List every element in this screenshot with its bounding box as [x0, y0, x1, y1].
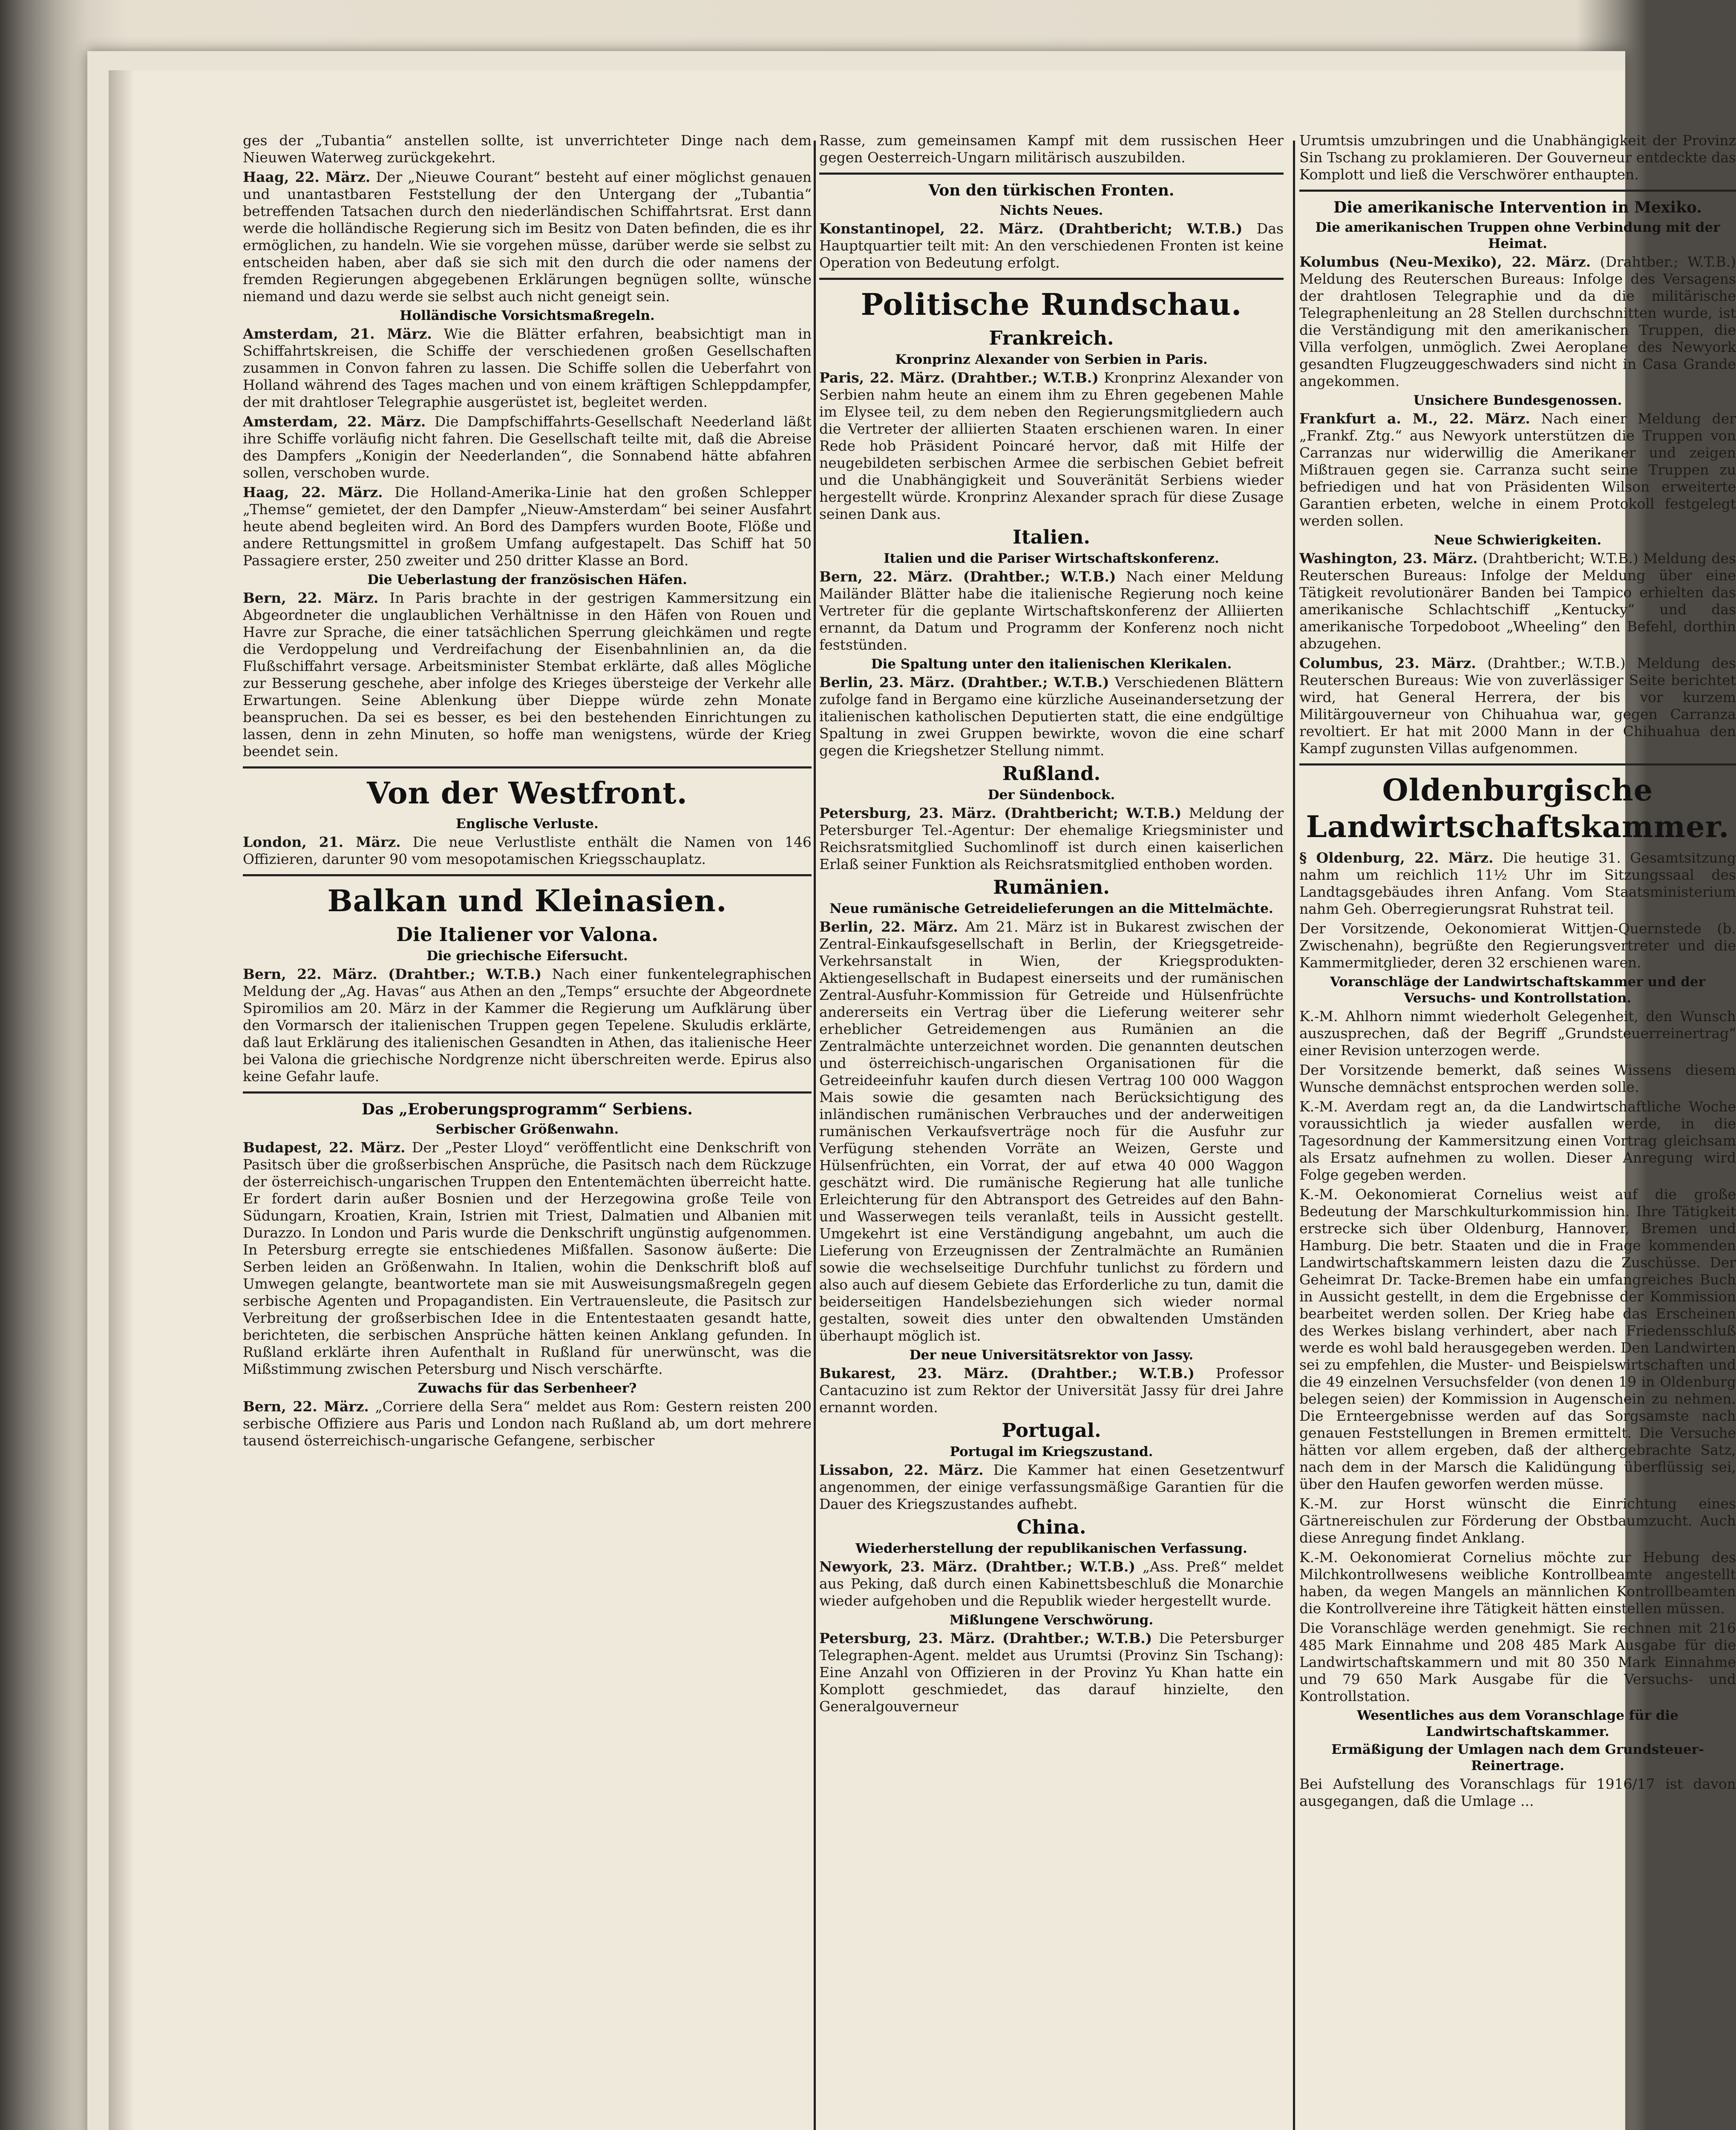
article-paragraph: [1299, 849, 1736, 918]
article-paragraph: [243, 1139, 812, 1378]
block-text: Der „Pester Lloyd“ veröffentlicht eine Denkschrift von Pasitsch über die großserbischen Ansprüche, die Pasitsch nach dem Rückzuge der österreichisch-ungarischen Truppen den Ententemächten überreicht hatte. Er fordert darin außer Bosnien und der Herzegowina große Teile von Südungarn, Kroatien, Krain, Istrien mit Triest, Dalmatien und Albanien mit Durazzo. In London und Paris wurde die Denkschrift ungünstig aufgenommen. In Petersburg erregte sie entschiedenes Mißfallen. Sasonow äußerte: Die Serben leiden an Größenwahn. In Italien, wohin die Denkschrift bloß auf Umwegen gelangte, beantwortete man sie mit Ausweisungsmaßregeln gegen serbische Agenten und Propagandisten. Ein Vertrauensleute, die Pasitsch zur Verbreitung der großserbischen Idee in die Ententestaaten gesandt hatte, berichteten, die serbischen Ansprüche hätten keinen Anklang gefunden. In Rußland erklärte ihren Aufenthalt in Rußland für unerwünscht, was die Mißstimmung zwischen Petersburg und Nisch verschärfte.: [243, 1139, 812, 1377]
article-subheading: [243, 1380, 812, 1396]
block-text: Die Spaltung unter den italienischen Klerikalen.: [871, 656, 1232, 672]
block-text: Am 21. März ist in Bukarest zwischen der Zentral-Einkaufsgesellschaft in Berlin, der Kriegsgetreide-Verkehrsanstalt in Wien, der Kriegsprodukten-Aktiengesellschaft in Budapest einerseits und der rumänischen Zentral-Ausfuhr-Kommission für Getreide und Hülsenfrüchte andererseits ein Vertrag über die Lieferung weiterer sehr erheblicher Getreidemengen aus Rumänien an die Zentralmächte unterzeichnet worden. Die genannten deutschen und österreichisch-ungarischen Organisationen für die Getreideeinfuhr kaufen durch diesen Vertrag 100 000 Waggon Mais sowie die gesamten nach Berücksichtigung des inländischen rumänischen Verbrauches und der anderweitigen rumänischen Verkaufsverträge noch für die Ausfuhr zur Verfügung stehenden Vorräte an Weizen, Gerste und Hülsenfrüchten, ein Vorrat, der auf etwa 40 000 Waggon geschätzt wird. Die rumänische Regierung hat alle tunliche Erleichterung für den Abtransport des Getreides auf den Bahn- und Wasserwegen teils veranlaßt, teils in Aussicht gestellt. Umgekehrt ist eine Verständigung angebahnt, um auch die Lieferung von Erzeugnissen der Zentralmächte an Rumänien sowie die wechselseitige Durchfuhr tunlichst zu fördern und also auch auf diesem Gebiete das Erforderliche zu tun, damit die beiderseitigen Handelsbeziehungen sich wieder normal gestalten, soweit dies unter den obwaltenden Umständen überhaupt möglich ist.: [819, 918, 1284, 1344]
block-text: Serbischer Größenwahn.: [435, 1122, 619, 1137]
article-subheading: [819, 351, 1284, 368]
article-paragraph: [1299, 1620, 1736, 1705]
block-text: Wiederherstellung der republikanischen Verfassung.: [855, 1541, 1247, 1556]
block-text: Der neue Universitätsrektor von Jassy.: [909, 1347, 1194, 1363]
subsection-heading: [819, 526, 1284, 548]
column-divider-2: [1293, 141, 1295, 2130]
block-text: Von den türkischen Fronten.: [928, 181, 1175, 199]
block-text: (Drahtbericht; W.T.B.) Meldung des Reuterschen Bureaus: Infolge der Meldung über eine Tätigkeit revolutionärer Banden bei Tampico erhielten das amerikanische Schlachtschiff „Kentucky“ und das amerikanische Torpedoboot „Wheeling“ den Befehl, dorthin abzugehen.: [1299, 550, 1736, 652]
dateline: Berlin, 23. März. (Drahtber.; W.T.B.): [819, 674, 1109, 691]
block-text: ges der „Tubantia“ anstellen sollte, ist unverrichteter Dinge nach dem Nieuwen Waterweg zurückgekehrt.: [243, 132, 812, 166]
block-text: Die Petersburger Telegraphen-Agent. meldet aus Urumtsi (Provinz Sin Tschang): Eine Anzahl von Offizieren in der Provinz Yu Khan hatte ein Komplott geschmiedet, das darauf hinzielte, den Generalgouverneur: [819, 1630, 1284, 1715]
block-text: Der Vorsitzende, Oekonomierat Wittjen-Quernstede (b. Zwischenahn), begrüßte den Regierungsvertreter und die Kammermitglieder, deren 32 erschienen waren.: [1299, 920, 1736, 971]
block-text: Die Kammer hat einen Gesetzentwurf angenommen, der einige verfassungsmäßige Garantien für die Dauer des Kriegszustandes aufhebt.: [819, 1462, 1284, 1512]
page-binding-shadow: [109, 70, 134, 2130]
block-text: Voranschläge der Landwirtschaftskammer und der Versuchs- und Kontrollstation.: [1330, 974, 1705, 1006]
article-paragraph: [819, 1558, 1284, 1609]
dateline: Berlin, 22. März.: [819, 918, 958, 935]
article-paragraph: [819, 568, 1284, 653]
article-paragraph: [819, 918, 1284, 1344]
block-text: Zuwachs für das Serbenheer?: [417, 1381, 637, 1396]
block-text: Meldung der Petersburger Tel.-Agentur: Der ehemalige Kriegsminister und Reichsratsmitglied Suchomlinoff ist durch einen kaiserlichen Erlaß seiner Funktion als Reichsratsmitglied enthoben worden.: [819, 805, 1284, 872]
article-paragraph: [243, 413, 812, 481]
block-text: K.-M. Averdam regt an, da die Landwirtschaftliche Woche voraussichtlich ja wieder ausfallen werde, in die Tagesordnung der Kammersitzung einen Vortrag gleichsam als Ersatz aufnehmen zu wollen. Dieser Anregung wird Folge gegeben werden.: [1299, 1098, 1736, 1183]
block-text: Englische Verluste.: [456, 816, 599, 832]
dateline: Bukarest, 23. März. (Drahtber.; W.T.B.): [819, 1365, 1195, 1382]
article-subheading: [819, 202, 1284, 219]
article-paragraph: [243, 590, 812, 760]
block-text: „Corriere della Sera“ meldet aus Rom: Gestern reisten 200 serbische Offiziere aus Paris und London nach Rußland ab, um dort mehrere tausend österreichisch-ungarische Gefangene, serbischer: [243, 1398, 812, 1449]
block-text: Ermäßigung der Umlagen nach dem Grundsteuer-Reinertrage.: [1331, 1742, 1704, 1773]
subsection-heading: [243, 924, 812, 946]
section-rule: [243, 766, 812, 769]
block-text: Das Hauptquartier teilt mit: An den verschiedenen Fronten ist keine Operation von Bedeutung erfolgt.: [819, 220, 1284, 271]
block-text: Nach einer funkentelegraphischen Meldung der „Ag. Havas“ aus Athen an den „Temps“ ersuchte der Abgeordnete Spiromilios am 20. März in der Kammer die Regierung um Aufklärung über den Vormarsch der italienischen Truppen gegen Tepelene. Skuludis erklärte, daß laut Erklärung des italienischen Gesandten in Athen, das italienische Heer bei Valona die griechische Nordgrenze nicht überschreiten werde. Epirus also keine Gefahr laufe.: [243, 966, 812, 1085]
block-text: Neue Schwierigkeiten.: [1434, 532, 1602, 548]
article-paragraph: [243, 325, 812, 411]
article-paragraph: [1299, 1776, 1736, 1810]
dateline: Frankfurt a. M., 22. März.: [1299, 410, 1530, 427]
block-text: Nach einer Meldung Mailänder Blätter habe die italienische Regierung noch keine Vertreter für die geplante Wirtschaftskonferenz der Alliierten ernannt, da Datum und Programm der Konferenz noch nicht feststünden.: [819, 568, 1284, 653]
article-paragraph: [819, 674, 1284, 759]
article-subheading: [243, 308, 812, 324]
article-subheading: [819, 1612, 1284, 1628]
section-rule: [819, 278, 1284, 280]
block-text: Die Italiener vor Valona.: [396, 923, 659, 946]
dateline: Budapest, 22. März.: [243, 1139, 406, 1156]
section-rule: [1299, 190, 1736, 192]
dateline: Washington, 23. März.: [1299, 550, 1478, 567]
block-text: Portugal im Kriegszustand.: [950, 1444, 1153, 1459]
article-paragraph: [819, 805, 1284, 873]
dateline: Petersburg, 23. März. (Drahtbericht; W.T.B.): [819, 805, 1182, 821]
block-text: K.-M. Oekonomierat Cornelius möchte zur Hebung des Milchkontrollwesens weibliche Kontrollbeamte angestellt haben, da wegen Mangels an männlichen Kontrollbeamten die Kontrollvereine ihre Tätigkeit hätten einstellen müssen.: [1299, 1549, 1736, 1617]
article-paragraph: [243, 1398, 812, 1449]
article-subheading: [819, 901, 1284, 917]
article-paragraph: [1299, 1008, 1736, 1059]
article-paragraph: [1299, 253, 1736, 390]
block-text: Die Dampfschiffahrts-Gesellschaft Neederland läßt ihre Schiffe vorläufig nicht fahren. Die Gesellschaft teilte mit, daß die Abreise des Dampfers „Konigin der Neederlanden“, die Sonnabend hätte abfahren sollen, verschoben wurde.: [243, 413, 812, 481]
article-subheading: [819, 1347, 1284, 1363]
article-heading: [243, 1100, 812, 1119]
newspaper-page: [109, 70, 1736, 2130]
article-heading: [819, 181, 1284, 200]
block-text: Kronprinz Alexander von Serbien nahm heute an einem ihm zu Ehren gegebenen Mahle im Elysee teil, zu dem neben den Regierungsmitgliedern auch die Vertreter der alliierten Staaten erschienen waren. In einer Rede hob Präsident Poincaré hervor, daß mit Hilfe der neugebildeten serbischen Armee die serbischen Gebiet befreit und die Unabhängigkeit und Souveränität Serbiens wieder hergestellt würde. Kronprinz Alexander sprach für diese Zusage seinen Dank aus.: [819, 369, 1284, 522]
block-text: Rußland.: [1002, 762, 1101, 785]
subsection-heading: [819, 763, 1284, 785]
article-subheading: [243, 948, 812, 964]
section-rule: [243, 1091, 812, 1094]
block-text: Urumtsis umzubringen und die Unabhängigkeit der Provinz Sin Tschang zu proklamieren. Der Gouverneur entdeckte das Komplott und ließ die Verschwörer enthaupten.: [1299, 132, 1736, 183]
article-paragraph: [1299, 550, 1736, 652]
column-1: [243, 132, 812, 2130]
dateline: § Oldenburg, 22. März.: [1299, 849, 1494, 866]
block-text: K.-M. Oekonomierat Cornelius weist auf die große Bedeutung der Marschkulturkommission hin. Ihre Tätigkeit erstrecke sich über Oldenburg, Hannover, Bremen und Hamburg. Die betr. Staaten und die in Frage kommenden Landwirtschaftskammern leisten dazu die Zuschüsse. Der Geheimrat Dr. Tacke-Bremen habe ein umfangreiches Buch in Aussicht gestellt, in dem die Ergebnisse der Kommission bearbeitet werden sollen. Der Krieg habe das Erscheinen des Werkes bislang verhindert, aber nach Friedensschluß werde es wohl bald herausgegeben werden. Den Landwirten sei zu empfehlen, die Muster- und Beispielswirtschaften und die 49 einzelnen Versuchsfelder (von denen 19 in Oldenburg belegen seien) der Kommission in Augenschein zu nehmen. Die Ernteergebnisse werden auf das Sorgsamste nach genauen Feststellungen in Bremen ermittelt. Die Versuche hätten vor allem ergeben, daß der althergebrachte Satz, nach dem in der Marsch die Kalidüngung überflüssig sei, über den Haufen geworfen werden müsse.: [1299, 1186, 1736, 1492]
article-subheading: [1299, 392, 1736, 409]
article-subheading: [1299, 532, 1736, 548]
article-subheading: [819, 550, 1284, 567]
block-text: Holländische Vorsichtsmaßregeln.: [400, 308, 655, 323]
section-rule: [1299, 763, 1736, 766]
block-text: (Drahtber.; W.T.B.) Meldung des Reuterschen Bureaus: Infolge des Versagens der drahtlosen Telegraphie und da die militärische Telegraphenleitung an 28 Stellen durchschnitten wurde, ist die Verständigung mit den amerikanischen Truppen, die Villa verfolgen, unmöglich. Zwei Aeroplane des Newyork gesandten Flugzeuggeschwaders sind nicht in Casa Grande angekommen.: [1299, 253, 1736, 389]
article-paragraph: [819, 1462, 1284, 1513]
article-heading: [1299, 198, 1736, 217]
block-text: Die heutige 31. Gesamtsitzung nahm um reichlich 11½ Uhr im Sitzungssaal des Landtagsgebäudes ihren Anfang. Vom Staatsministerium nahm Geh. Oberregierungsrat Ruhstrat teil.: [1299, 849, 1736, 917]
dateline: Paris, 22. März. (Drahtber.; W.T.B.): [819, 369, 1099, 386]
article-subheading: [1299, 974, 1736, 1006]
section-heading: [243, 775, 812, 812]
article-paragraph: [243, 834, 812, 868]
block-text: Der Sündenbock.: [987, 787, 1115, 803]
article-paragraph: [243, 966, 812, 1085]
article-subheading: [819, 1540, 1284, 1557]
article-paragraph: [243, 132, 812, 166]
block-text: Italien und die Pariser Wirtschaftskonferenz.: [884, 551, 1219, 566]
block-text: Wie die Blätter erfahren, beabsichtigt man in Schiffahrtskreisen, die Schiffe der verschiedenen großen Gesellschaften zusammen in Convon fahren zu lassen. Die Schiffe sollen die Ueberfahrt von Holland während des Tages machen und von einem kräftigen Schleppdampfer, der mit drahtloser Telegraphie ausgerüstet ist, begleitet werden.: [243, 325, 812, 410]
article-paragraph: [819, 1630, 1284, 1715]
article-subheading: [243, 1121, 812, 1137]
section-rule: [243, 874, 812, 876]
dateline: Bern, 22. März. (Drahtber.; W.T.B.): [243, 966, 542, 982]
block-text: Neue rumänische Getreidelieferungen an die Mittelmächte.: [829, 901, 1273, 916]
dateline: Amsterdam, 21. März.: [243, 325, 432, 342]
section-heading: [1299, 772, 1736, 845]
subsection-heading: [819, 1419, 1284, 1442]
article-paragraph: [243, 169, 812, 305]
article-paragraph: [819, 132, 1284, 166]
column-divider-1: [814, 141, 816, 2130]
block-text: Professor Cantacuzino ist zum Rektor der Universität Jassy für drei Jahre ernannt worden.: [819, 1365, 1284, 1416]
dateline: Columbus, 23. März.: [1299, 655, 1476, 671]
block-text: Verschiedenen Blättern zufolge fand in Bergamo eine kürzliche Auseinandersetzung der italienischen katholischen Deputierten statt, die eine endgültige Spaltung in zwei Gruppen bewirkte, wovon die eine scharf gegen die Kriegshetzer Stellung nimmt.: [819, 674, 1284, 759]
block-text: Das „Eroberungsprogramm“ Serbiens.: [362, 1100, 693, 1118]
block-text: „Ass. Preß“ meldet aus Peking, daß durch einen Kabinettsbeschluß die Monarchie wieder aufgehoben und die Republik wieder hergestellt wurde.: [819, 1558, 1284, 1609]
block-text: Rumänien.: [993, 876, 1110, 898]
article-subheading: [243, 572, 812, 588]
block-text: Rasse, zum gemeinsamen Kampf mit dem russischen Heer gegen Oesterreich-Ungarn militärisch auszubilden.: [819, 132, 1284, 166]
section-rule: [819, 173, 1284, 175]
block-text: Italien.: [1012, 526, 1091, 548]
dateline: Petersburg, 23. März. (Drahtber.; W.T.B.): [819, 1630, 1152, 1646]
dateline: Newyork, 23. März. (Drahtber.; W.T.B.): [819, 1558, 1135, 1575]
article-paragraph: [819, 220, 1284, 271]
article-paragraph: [1299, 920, 1736, 971]
article-paragraph: [1299, 1186, 1736, 1493]
article-paragraph: [1299, 1098, 1736, 1183]
block-text: Politische Rundschau.: [861, 287, 1242, 322]
block-text: Die amerikanischen Truppen ohne Verbindung mit der Heimat.: [1315, 220, 1720, 251]
dateline: Amsterdam, 22. März.: [243, 413, 426, 430]
dateline: Haag, 22. März.: [243, 169, 371, 185]
block-text: Frankreich.: [989, 327, 1114, 349]
block-text: Wesentliches aus dem Voranschlage für die Landwirtschaftskammer.: [1357, 1708, 1678, 1739]
article-paragraph: [1299, 1062, 1736, 1096]
subsection-heading: [819, 876, 1284, 898]
dateline: Lissabon, 22. März.: [819, 1462, 984, 1478]
block-text: Bei Aufstellung des Voranschlags für 1916/17 ist davon ausgegangen, daß die Umlage ...: [1299, 1776, 1736, 1809]
article-subheading: [1299, 1741, 1736, 1774]
dateline: Bern, 22. März.: [243, 1398, 369, 1415]
column-2: [819, 132, 1284, 2130]
article-paragraph: [819, 369, 1284, 523]
block-text: China.: [1016, 1516, 1086, 1538]
block-text: Unsichere Bundesgenossen.: [1413, 393, 1622, 408]
column-3: [1299, 132, 1736, 2130]
block-text: K.-M. zur Horst wünscht die Einrichtung eines Gärtnereischulen zur Förderung der Obstbaumzucht. Auch diese Anregung findet Anklang.: [1299, 1495, 1736, 1546]
article-paragraph: [1299, 655, 1736, 757]
article-paragraph: [1299, 1495, 1736, 1546]
dateline: Haag, 22. März.: [243, 484, 383, 501]
article-subheading: [1299, 219, 1736, 252]
block-text: Mißlungene Verschwörung.: [949, 1612, 1154, 1628]
block-text: Die griechische Eifersucht.: [426, 948, 628, 964]
block-text: Die Ueberlastung der französischen Häfen.: [367, 572, 687, 587]
article-paragraph: [1299, 132, 1736, 183]
article-subheading: [243, 816, 812, 832]
dateline: Bern, 22. März. (Drahtber.; W.T.B.): [819, 568, 1116, 585]
article-subheading: [819, 787, 1284, 803]
block-text: (Drahtber.; W.T.B.) Meldung des Reuterschen Bureaus: Wie von zuverlässiger Seite berichtet wird, hat General Herrera, der bis vor kurzem Militärgouverneur von Chihuahua war, gegen Carranza revoltiert. Er hat mit 2000 Mann in der Chihuahua den Kampf zugunsten Villas aufgenommen.: [1299, 655, 1736, 757]
block-text: Oldenburgische Landwirtschaftskammer.: [1306, 772, 1730, 844]
dateline: London, 21. März.: [243, 834, 401, 850]
dateline: Bern, 22. März.: [243, 590, 379, 606]
block-text: Die amerikanische Intervention in Mexiko.: [1333, 199, 1702, 216]
article-subheading: [819, 1444, 1284, 1460]
section-heading: [819, 286, 1284, 323]
section-heading: [243, 883, 812, 919]
article-paragraph: [819, 1365, 1284, 1416]
subsection-heading: [819, 327, 1284, 349]
dateline: Kolumbus (Neu-Mexiko), 22. März.: [1299, 253, 1591, 270]
block-text: Von der Westfront.: [366, 775, 688, 811]
article-paragraph: [243, 484, 812, 569]
subsection-heading: [819, 1516, 1284, 1538]
article-paragraph: [1299, 1549, 1736, 1617]
block-text: Die Holland-Amerika-Linie hat den großen Schlepper „Themse“ gemietet, der den Dampfer „Nieuw-Amsterdam“ bei seiner Ausfahrt heute abend begleiten wird. An Bord des Dampfers wurden Boote, Flöße und andere Rettungsmittel in großem Umfang aufgestapelt. Das Schiff hat 50 Passagiere erster, 250 zweiter und 250 dritter Klasse an Bord.: [243, 484, 812, 569]
dateline: Konstantinopel, 22. März. (Drahtbericht; W.T.B.): [819, 220, 1243, 237]
article-subheading: [819, 656, 1284, 672]
block-text: K.-M. Ahlhorn nimmt wiederholt Gelegenheit, den Wunsch auszusprechen, daß der Begriff „Grundsteuerreinertrag“ einer Revision unterzogen werde.: [1299, 1008, 1736, 1059]
block-text: Kronprinz Alexander von Serbien in Paris.: [895, 352, 1208, 367]
block-text: Die neue Verlustliste enthält die Namen von 146 Offizieren, darunter 90 vom mesopotamischen Kriegsschauplatz.: [243, 834, 812, 867]
block-text: Portugal.: [1002, 1419, 1101, 1442]
block-text: Der Vorsitzende bemerkt, daß seines Wissens diesem Wunsche demnächst entsprochen werden solle.: [1299, 1062, 1736, 1095]
block-text: Balkan und Kleinasien.: [327, 883, 727, 918]
block-text: Nach einer Meldung der „Frankf. Ztg.“ aus Newyork unterstützen die Truppen von Carranzas nur widerwillig die Amerikaner und zeigen Mißtrauen gegen sie. Carranza sucht seine Truppen zu befriedigen und hat von Präsidenten Wilson erweiterte Garantien erbeten, welche in einem Protokoll festgelegt werden sollen.: [1299, 410, 1736, 529]
block-text: Nichts Neues.: [999, 203, 1103, 218]
block-text: Der „Nieuwe Courant“ besteht auf einer möglichst genauen und unantastbaren Feststellung der den Untergang der „Tubantia“ betreffenden Tatsachen durch den niederländischen Schiffahrtsrat. Erst dann werde die holländische Regierung sich im Besitz von Daten befinden, die es ihr ermöglichen, zu handeln. Wie sie vorgehen müsse, darüber werde sie selbst zu entscheiden haben, aber daß sie sich mit den durch die oder namens der fremden Regierungen abgegebenen Erklärungen begnügen sollte, wünsche niemand und dazu werde sie selbst auch nicht geneigt sein.: [243, 169, 812, 305]
block-text: Die Voranschläge werden genehmigt. Sie rechnen mit 216 485 Mark Einnahme und 208 485 Mark Ausgabe für die Landwirtschaftskammern und mit 80 350 Mark Einnahme und 79 650 Mark Ausgabe für die Versuchs- und Kontrollstation.: [1299, 1620, 1736, 1704]
block-text: In Paris brachte in der gestrigen Kammersitzung ein Abgeordneter die unglaublichen Verhältnisse in den Häfen von Rouen und Havre zur Sprache, die einer tatsächlichen Sperrung gleichkämen und regte die Verdoppelung und Verdreifachung der Eisenbahnlinien an, da die Flußschiffahrt versage. Arbeitsminister Stembat erklärte, daß alles Mögliche zur Besserung geschehe, aber infolge des Krieges übersteige der Verkehr alle Erwartungen. Seine Ablenkung über Dieppe würde zehn Monate beanspruchen. Da sei es besser, es bei den bestehenden Einrichtungen zu lassen, denn in zehn Minuten, so hoffe man wenigstens, würde der Krieg beendet sein.: [243, 590, 812, 760]
article-paragraph: [1299, 410, 1736, 530]
article-subheading: [1299, 1707, 1736, 1740]
